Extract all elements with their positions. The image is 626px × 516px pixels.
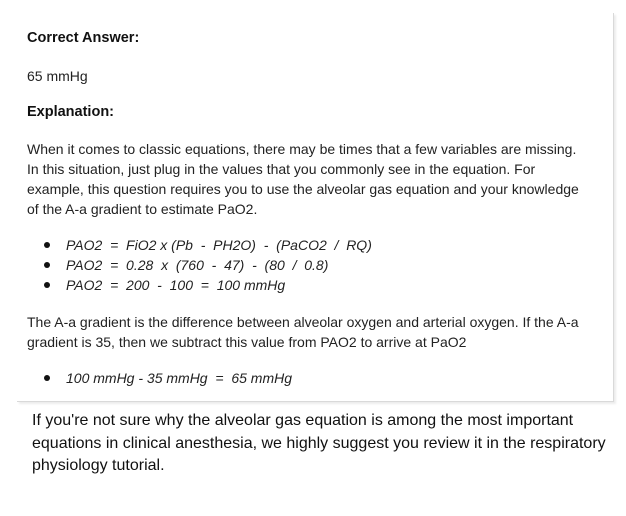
list-item [44, 368, 292, 388]
final-equation-text: 100 mmHg - 35 mmHg = 65 mmHg [66, 370, 293, 386]
correct-answer-heading: Correct Answer: [27, 30, 140, 46]
bullet-icon [44, 262, 50, 268]
equation-text: PAO2 = 200 - 100 = 100 mmHg [66, 277, 286, 293]
equation-text: PAO2 = 0.28 x (760 - 47) - (80 / 0.8) [66, 257, 329, 273]
footer-note: If you're not sure why the alveolar gas equation is among the most important equations in clinical anesthesia, we highly suggest you review it in the respiratory physiology tutorial. [32, 412, 606, 474]
list-item [44, 255, 372, 275]
bullet-icon [44, 282, 50, 288]
explanation-paragraph-1: When it comes to classic equations, there may be times that a few variables are missing. In this situation, just plug in the values that you commonly see in the equation. For example, this question requires you to use the alveolar gas equation and your knowledge of the A-a gradient to estimate PaO2. [27, 141, 579, 217]
bullet-icon [44, 242, 50, 248]
explanation-heading: Explanation: [27, 104, 115, 120]
final-equation-list [44, 368, 292, 388]
list-item [44, 235, 372, 255]
list-item [44, 275, 372, 295]
correct-answer-value: 65 mmHg [27, 68, 88, 84]
explanation-paragraph-2: The A-a gradient is the difference between alveolar oxygen and arterial oxygen. If the A-a gradient is 35, then we subtract this value from PAO2 to arrive at PaO2 [27, 314, 579, 350]
equation-text: PAO2 = FiO2 x (Pb - PH2O) - (PaCO2 / RQ) [66, 237, 372, 253]
bullet-icon [44, 375, 50, 381]
equation-list [44, 235, 372, 295]
